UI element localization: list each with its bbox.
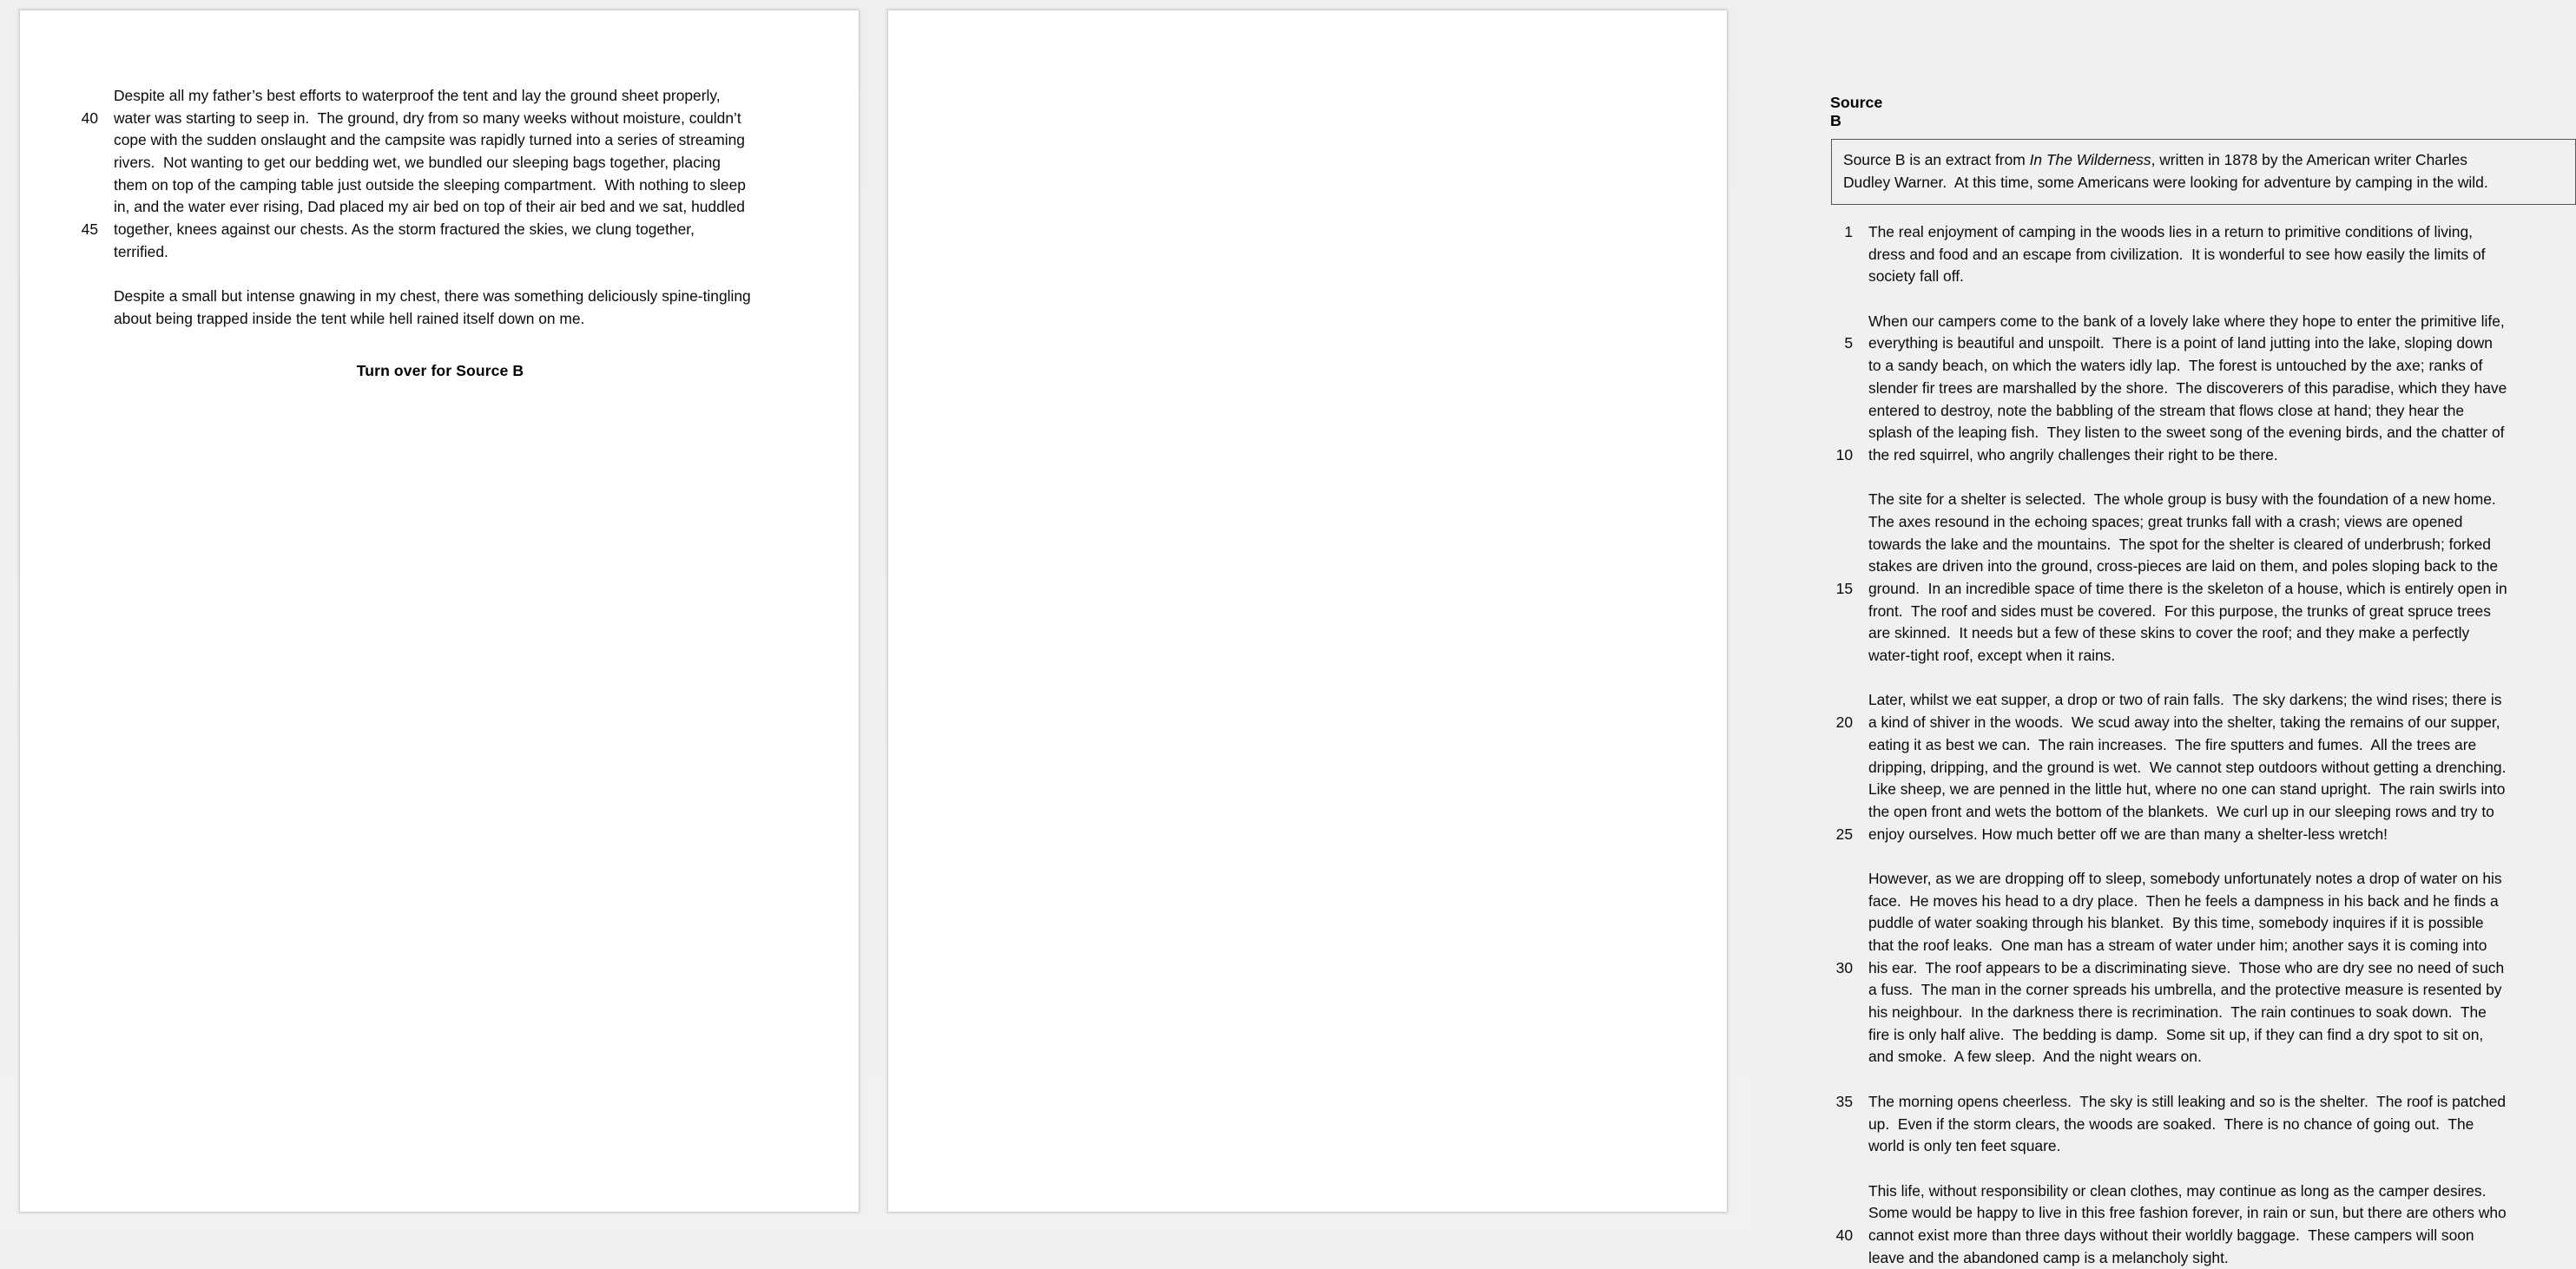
line-number: 15: [1835, 580, 1853, 597]
line-text: them on top of the camping table just outside the sleeping compartment. With nothing to sleep: [114, 175, 746, 194]
text-line: [1830, 757, 2551, 779]
line-text: entered to destroy, note the babbling of the stream that flows close at hand; they hear the: [1868, 401, 2465, 419]
text-line: [1830, 221, 2551, 244]
line-text: ground. In an incredible space of time there is the skeleton of a house, which is entirely open in: [1868, 580, 2507, 597]
line-text: However, as we are dropping off to sleep, somebody unfortunately notes a drop of water on his: [1868, 869, 2502, 887]
line-text: dress and food and an escape from civilization. It is wonderful to see how easily the limits of: [1868, 245, 2486, 263]
text-line: [1830, 1247, 2551, 1269]
text-line: [1830, 244, 2551, 266]
text-line: [76, 219, 805, 241]
paragraph: [1830, 1180, 2551, 1269]
line-text: front. The roof and sides must be covered. For this purpose, the trunks of great spruce trees: [1868, 602, 2491, 620]
line-text: The axes resound in the echoing spaces; great trunks fall with a crash; views are opened: [1868, 512, 2463, 530]
text-line: [1830, 824, 2551, 846]
text-line: [1830, 1091, 2551, 1114]
line-text: a kind of shiver in the woods. We scud away into the shelter, taking the remains of our supper,: [1868, 713, 2500, 732]
intro-line-2: Dudley Warner. At this time, some Americans were looking for adventure by camping in the wild.: [1843, 173, 2488, 191]
line-text: Like sheep, we are penned in the little hut, where no one can stand upright. The rain swirls into: [1868, 780, 2506, 799]
source-b-heading: Source B: [1830, 94, 1883, 129]
line-text: to a sandy beach, on which the waters idly lap. The forest is untouched by the axe; ranks of: [1868, 357, 2483, 375]
text-line: [1830, 578, 2551, 601]
text-line: [1830, 734, 2551, 757]
line-text: enjoy ourselves. How much better off we are than many a shelter-less wretch!: [1868, 825, 2388, 843]
text-line: [1830, 378, 2551, 400]
text-line: [1830, 912, 2551, 935]
text-line: [1830, 868, 2551, 891]
text-line: [76, 85, 805, 108]
line-number: 45: [81, 220, 98, 239]
line-number: 40: [1835, 1226, 1853, 1244]
line-text: The real enjoyment of camping in the woods lies in a return to primitive conditions of living,: [1868, 223, 2473, 240]
line-text: face. He moves his head to a dry place. Then he feels a dampness in his back and he finds a: [1868, 891, 2499, 910]
line-number: 5: [1844, 334, 1853, 352]
line-number: 25: [1835, 825, 1853, 843]
line-text: society fall off.: [1868, 267, 1964, 286]
line-text: a fuss. The man in the corner spreads his umbrella, and the protective measure is resented by: [1868, 981, 2502, 999]
text-line: [76, 308, 805, 331]
line-text: eating it as best we can. The rain increases. The fire sputters and fumes. All the trees are: [1868, 735, 2477, 753]
text-line: [1830, 489, 2551, 511]
text-line: [1830, 422, 2551, 444]
right-page-body: [1830, 221, 2551, 1269]
text-line: [1830, 534, 2551, 556]
paragraph: [1830, 221, 2551, 288]
text-line: [1830, 1002, 2551, 1024]
line-number: 20: [1835, 713, 1853, 732]
text-line: [76, 129, 805, 152]
line-text: his ear. The roof appears to be a discriminating sieve. Those who are dry see no need of such: [1868, 958, 2505, 976]
paragraph: [1830, 868, 2551, 1068]
intro-text-post: , written in 1878 by the American writer Charles: [2151, 151, 2467, 168]
line-text: about being trapped inside the tent while hell rained itself down on me.: [114, 309, 585, 327]
line-text: cope with the sudden onslaught and the campsite was rapidly turned into a series of streaming: [114, 131, 745, 149]
text-line: [1830, 957, 2551, 980]
line-text: fire is only half alive. The bedding is damp. Some sit up, if they can find a dry spot to sit on,: [1868, 1025, 2484, 1043]
text-line: [1830, 444, 2551, 467]
page-right: [887, 10, 2507, 1266]
left-page-body: [76, 85, 805, 331]
text-line: [1830, 979, 2551, 1002]
text-line: [1830, 891, 2551, 913]
text-line: [1830, 400, 2551, 423]
line-text: Some would be happy to live in this free fashion forever, in rain or sun, but there are others who: [1868, 1204, 2507, 1222]
text-line: [1830, 332, 2551, 355]
line-number: 40: [81, 108, 98, 127]
text-line: [1830, 801, 2551, 824]
line-text: Later, whilst we eat supper, a drop or two of rain falls. The sky darkens; the wind rises; there is: [1868, 691, 2502, 709]
line-text: This life, without responsibility or clean clothes, may continue as long as the camper desires.: [1868, 1181, 2487, 1200]
line-text: water was starting to seep in. The ground, dry from so many weeks without moisture, couldn’t: [114, 108, 741, 127]
line-text: cannot exist more than three days without their worldly baggage. These campers will soon: [1868, 1226, 2474, 1244]
text-line: [1830, 622, 2551, 645]
paragraph: [1830, 1091, 2551, 1158]
text-line: [1830, 266, 2551, 288]
line-text: stakes are driven into the ground, cross-pieces are laid on them, and poles sloping back to the: [1868, 557, 2499, 575]
text-line: [1830, 1225, 2551, 1247]
text-line: [1830, 935, 2551, 957]
text-line: [76, 196, 805, 219]
text-line: [1830, 779, 2551, 801]
line-text: the open front and wets the bottom of the blankets. We curl up in our sleeping rows and try to: [1868, 802, 2494, 820]
line-text: up. Even if the storm clears, the woods are soaked. There is no chance of going out. The: [1868, 1114, 2474, 1133]
text-line: [1830, 1202, 2551, 1225]
text-line: [1830, 1024, 2551, 1047]
line-text: dripping, dripping, and the ground is wet. We cannot step outdoors without getting a drenching.: [1868, 758, 2507, 776]
text-line: [1830, 1180, 2551, 1203]
line-text: The site for a shelter is selected. The whole group is busy with the foundation of a new home.: [1868, 490, 2496, 509]
line-text: everything is beautiful and unspoilt. There is a point of land jutting into the lake, sloping down: [1868, 334, 2493, 352]
line-text: and smoke. A few sleep. And the night wears on.: [1868, 1048, 2202, 1066]
left-paragraph-list: [76, 85, 805, 331]
line-text: slender fir trees are marshalled by the shore. The discoverers of this paradise, which they have: [1868, 378, 2507, 397]
intro-text-pre: Source B is an extract from: [1843, 151, 2030, 168]
line-text: Despite all my father’s best efforts to waterproof the tent and lay the ground sheet properly,: [114, 87, 721, 104]
line-text: leave and the abandoned camp is a melancholy sight.: [1868, 1248, 2229, 1266]
line-text: towards the lake and the mountains. The spot for the shelter is cleared of underbrush; forked: [1868, 535, 2491, 553]
line-text: puddle of water soaking through his blanket. By this time, somebody inquires if it is possible: [1868, 914, 2484, 932]
line-number: 1: [1844, 223, 1853, 240]
text-line: [1830, 311, 2551, 333]
paragraph: [1830, 489, 2551, 667]
line-text: his neighbour. In the darkness there is recrimination. The rain continues to soak down. The: [1868, 1003, 2487, 1022]
text-line: [1830, 601, 2551, 623]
line-text: water-tight roof, except when it rains.: [1868, 647, 2116, 665]
text-line: [76, 108, 805, 130]
line-text: are skinned. It needs but a few of these skins to cover the roof; and they make a perfectly: [1868, 624, 2470, 642]
text-line: [1830, 556, 2551, 578]
line-number: 30: [1835, 958, 1853, 976]
text-line: [1830, 689, 2551, 712]
book-title: In The Wilderness: [2029, 151, 2151, 168]
text-line: [1830, 1114, 2551, 1136]
page-left: [19, 10, 860, 1213]
line-text: rivers. Not wanting to get our bedding wet, we bundled our sleeping bags together, placing: [114, 154, 721, 172]
text-line: [1830, 355, 2551, 378]
line-text: that the roof leaks. One man has a stream of water under him; another says it is coming into: [1868, 937, 2487, 954]
source-b-intro-box: [1831, 139, 2576, 205]
line-text: terrified.: [114, 242, 168, 260]
paragraph: [76, 286, 805, 330]
line-text: together, knees against our chests. As the storm fractured the skies, we clung together,: [114, 220, 695, 239]
text-line: [76, 286, 805, 308]
intro-line-1: [1843, 149, 2564, 172]
line-text: in, and the water ever rising, Dad placed my air bed on top of their air bed and we sat, huddled: [114, 198, 745, 216]
text-line: [76, 174, 805, 197]
line-text: Despite a small but intense gnawing in my chest, there was something deliciously spine-tingling: [114, 287, 751, 306]
text-line: [1830, 645, 2551, 667]
text-line: [76, 241, 805, 264]
right-paragraph-list: [1830, 221, 2551, 1269]
line-text: world is only ten feet square.: [1868, 1137, 2061, 1155]
text-line: [1830, 1135, 2551, 1158]
paragraph: [1830, 311, 2551, 467]
text-line: [76, 152, 805, 174]
turn-over-note: Turn over for Source B: [356, 362, 524, 379]
paragraph: [76, 85, 805, 264]
text-line: [1830, 1046, 2551, 1068]
line-number: 35: [1835, 1092, 1853, 1110]
paragraph: [1830, 689, 2551, 845]
line-text: When our campers come to the bank of a lovely lake where they hope to enter the primitive life,: [1868, 312, 2505, 330]
line-text: The morning opens cheerless. The sky is still leaking and so is the shelter. The roof is patched: [1868, 1092, 2507, 1110]
text-line: [1830, 712, 2551, 734]
line-number: 10: [1835, 445, 1853, 464]
line-text: splash of the leaping fish. They listen to the sweet song of the evening birds, and the chatter of: [1868, 424, 2505, 442]
line-text: the red squirrel, who angrily challenges their right to be there.: [1868, 445, 2278, 464]
text-line: [1830, 511, 2551, 534]
